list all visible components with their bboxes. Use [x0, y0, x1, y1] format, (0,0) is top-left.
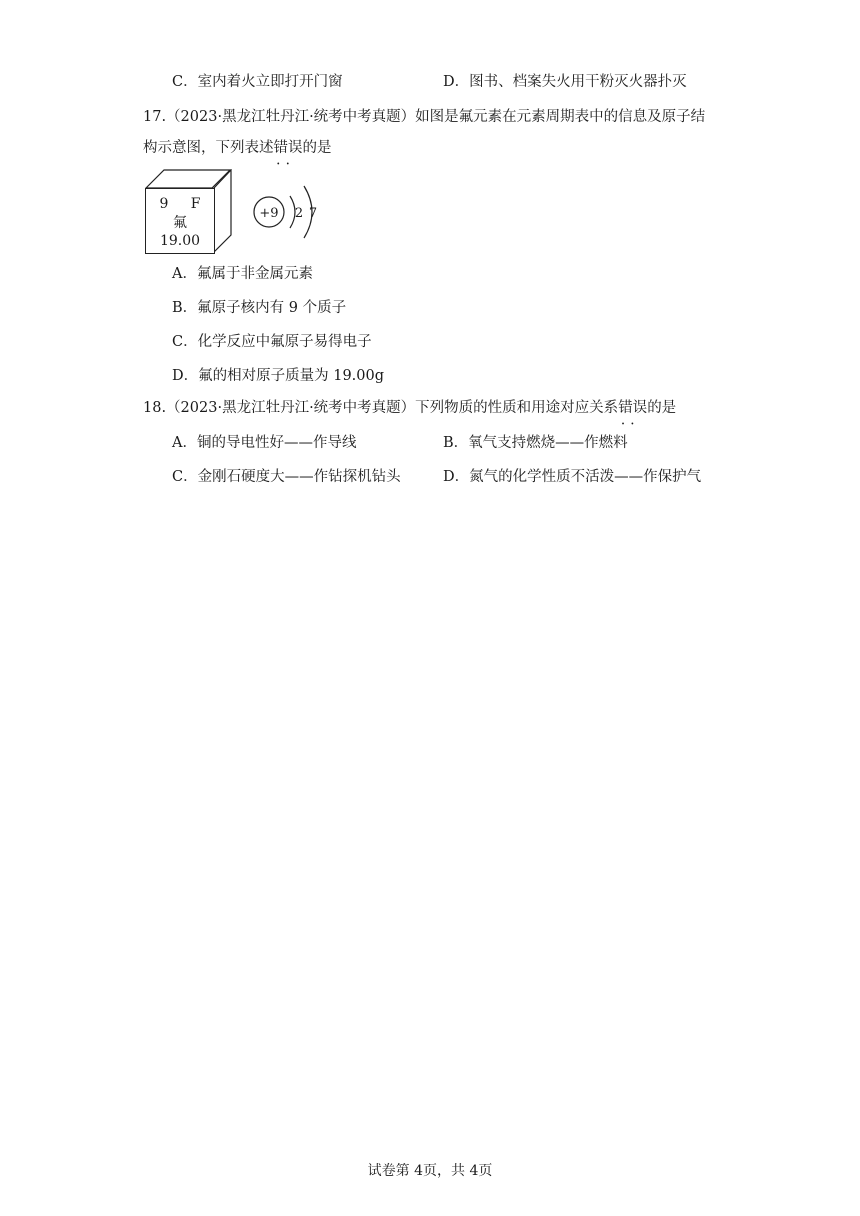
- element-cell: [145, 188, 215, 254]
- atomic-number: 9: [159, 196, 169, 212]
- option-c-q16: C．室内着火立即打开门窗: [172, 74, 343, 90]
- question-18-emphasis: 错误 • •: [618, 400, 647, 416]
- q17-option-a: A．氟属于非金属元素: [172, 266, 313, 282]
- atomic-mass: 19.00: [159, 233, 201, 249]
- q17-option-b: B．氟原子核内有 9 个质子: [172, 300, 347, 316]
- question-17-stem-suffix: 的是: [302, 140, 332, 156]
- question-17-stem-line2: [143, 138, 332, 158]
- question-18-stem-suffix: 的是: [647, 400, 677, 416]
- question-18-stem: [143, 398, 676, 418]
- question-17-stem-line1: 17.（2023·黑龙江牡丹江·统考中考真题）如图是氟元素在元素周期表中的信息及原子结: [143, 109, 706, 125]
- nucleus-charge: +9: [259, 206, 279, 221]
- shell-2-electrons: 7: [308, 206, 318, 221]
- atomic-structure-diagram: [250, 178, 330, 248]
- element-name: 氟: [173, 215, 187, 231]
- option-d-q16: D．图书、档案失火用干粉灭火器扑灭: [443, 74, 687, 90]
- element-symbol: F: [190, 196, 201, 212]
- shell-1-electrons: 2: [294, 206, 304, 221]
- q18-option-c: C．金刚石硬度大——作钻探机钻头: [172, 469, 401, 485]
- q18-option-a: A．铜的导电性好——作导线: [172, 435, 357, 451]
- page-footer: 试卷第 4页，共 4页: [367, 1163, 493, 1179]
- question-18-stem-prefix: 18.（2023·黑龙江牡丹江·统考中考真题）下列物质的性质和用途对应关系: [143, 400, 619, 416]
- q17-option-c: C．化学反应中氟原子易得电子: [172, 334, 372, 350]
- question-17-stem-prefix: 构示意图，下列表述: [143, 140, 274, 156]
- element-cell-header: [146, 195, 214, 213]
- q17-option-d: D．氟的相对原子质量为 19.00g: [172, 368, 385, 384]
- element-cell-side-face: [213, 169, 233, 253]
- question-17-emphasis: 错误 • •: [274, 140, 303, 156]
- q18-option-b: B．氧气支持燃烧——作燃料: [443, 435, 628, 451]
- q18-option-d: D．氮气的化学性质不活泼——作保护气: [443, 469, 702, 485]
